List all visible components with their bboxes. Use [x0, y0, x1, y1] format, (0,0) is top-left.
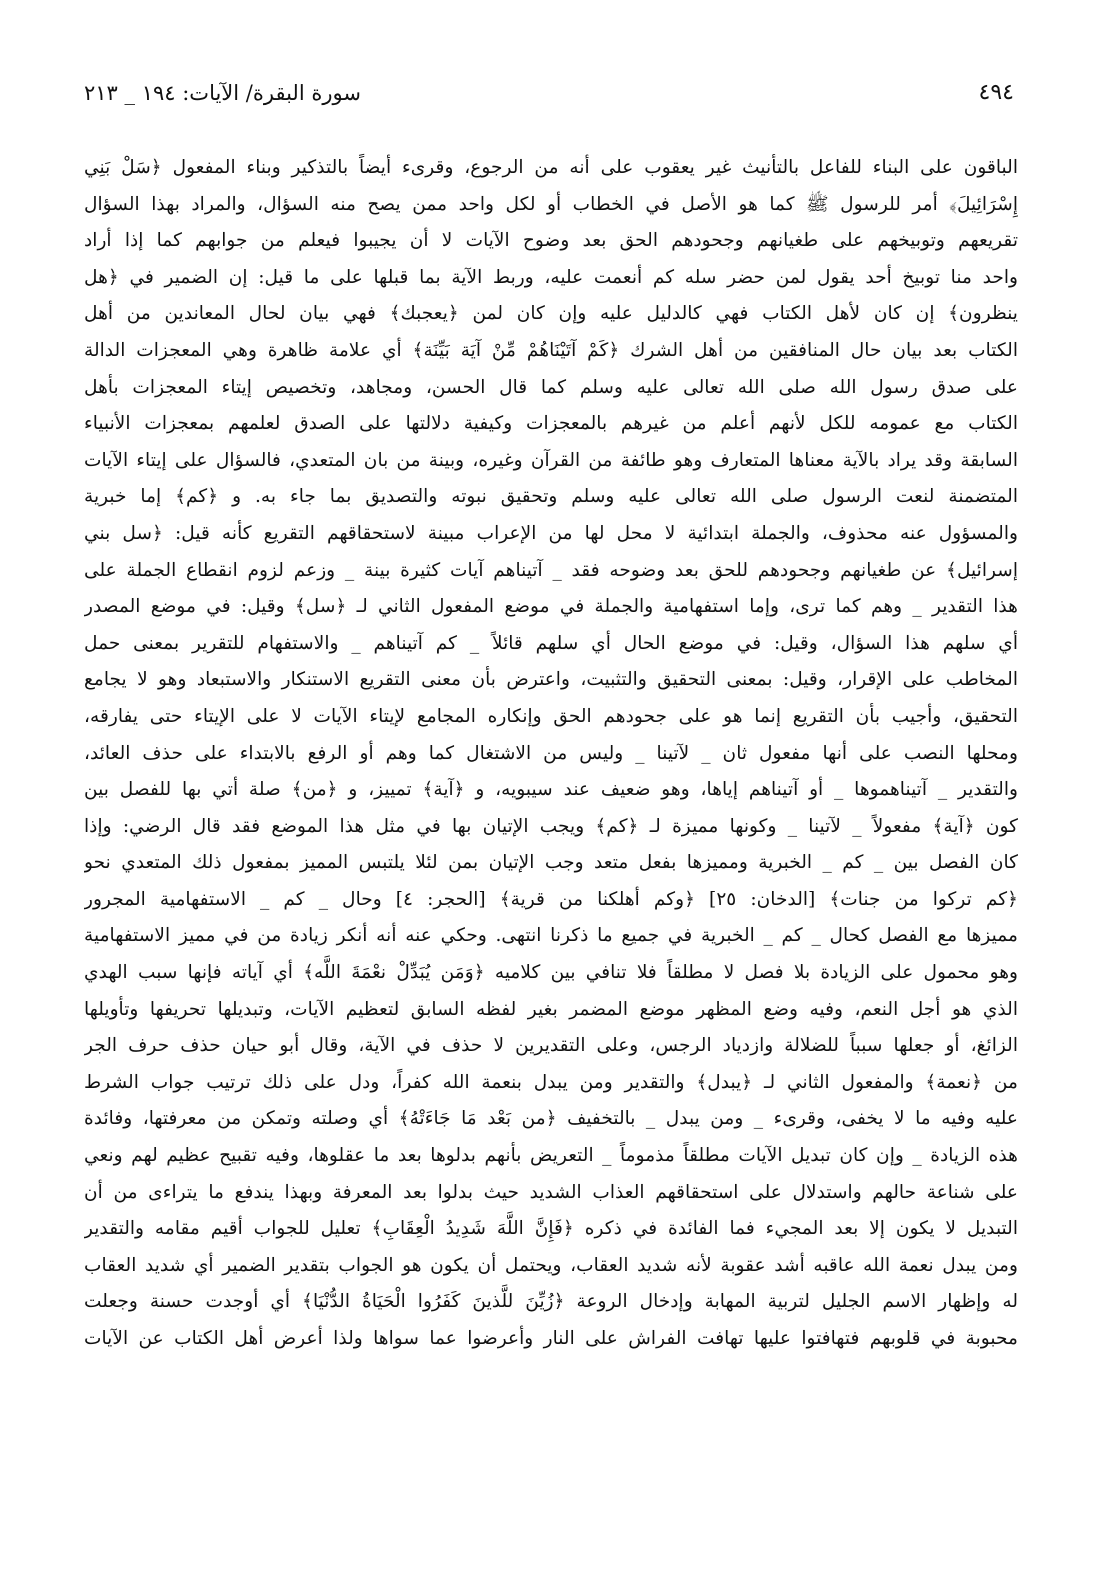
text-line: التبديل لا يكون إلا بعد المجيء فما الفائدة في ذكره ﴿فَإِنَّ اللَّهَ شَدِيدُ الْعِقَابِ﴾ تعليل للجواب أقيم مقامه والتقدير: [84, 1218, 1018, 1240]
running-header: [84, 78, 1014, 108]
text-line: الباقون على البناء للفاعل بالتأنيث غير يعقوب على أنه من الرجوع، وقرىء أيضاً بالتذكير وبناء المفعول ﴿سَلْ بَنِي: [84, 157, 1018, 178]
text-line: مميزها مع الفصل كحال _ كم _ الخبرية في جميع ما ذكرنا انتهى. وحكي عنه أنه أنكر زيادة من في مميز الاستفهامية: [84, 925, 1018, 947]
text-line: ومحلها النصب على أنها مفعول ثان _ لآتينا _ وليس من الاشتغال كما وهم أو الرفع بالابتداء على حذف العائد،: [84, 742, 1018, 764]
text-line: على شناعة حالهم واستدلال على استحقاقهم العذاب الشديد حيث بدلوا بعد المعرفة وبهذا يندفع ما يتراءى من أن: [84, 1181, 1018, 1203]
text-line: على صدق رسول الله صلى الله تعالى عليه وسلم كما قال الحسن، ومجاهد، وتخصيص إيتاء المعجزات بأهل: [84, 376, 1018, 398]
page-number: ٤٩٤: [978, 80, 1014, 105]
text-line: تقريعهم وتوبيخهم على طغيانهم وجحودهم الحق بعد وضوح الآيات لا أن يجيبوا فيعلم من جوابهم كما إذا أراد: [84, 230, 1018, 252]
text-line: كان الفصل بين _ كم _ الخبرية ومميزها بفعل متعد وجب الإتيان بمن لئلا يلتبس المميز بمفعول ذلك المتعدي نحو: [84, 852, 1018, 874]
text-line: هذه الزيادة _ وإن كان تبديل الآيات مطلقاً مذموماً _ التعريض بأنهم بدلوها بعد ما عقلوها، وفيه تقبيح عظيم لهم ونعي: [84, 1145, 1018, 1167]
text-line: أي سلهم هذا السؤال، وقيل: في موضع الحال أي سلهم قائلاً _ كم آتيناهم _ والاستفهام للتقرير بمعنى حمل: [84, 632, 1018, 654]
text-line: من ﴿نعمة﴾ والمفعول الثاني لـ ﴿يبدل﴾ والتقدير ومن يبدل بنعمة الله كفراً، ودل على ذلك ترتيب جواب الشرط: [84, 1071, 1018, 1093]
text-line: وهو محمول على الزيادة بلا فصل لا مطلقاً فلا تنافي بين كلاميه ﴿وَمَن يُبَدِّلْ نعْمَةَ اللَّه﴾ أي آياته فإنها سبب الهدي: [84, 962, 1018, 984]
text-line: المتضمنة لنعت الرسول صلى الله تعالى عليه وسلم وتحقيق نبوته والتصديق بما جاء به. و ﴿كم﴾ إما خبرية: [84, 486, 1018, 508]
text-line: له وإظهار الاسم الجليل لتربية المهابة وإدخال الروعة ﴿زُيِّنَ للَّذينَ كَفَرُوا الْحَيَاةُ الدُّنْيَا﴾ أي أوجدت حسنة وجعلت: [84, 1291, 1018, 1313]
text-line: ومن يبدل نعمة الله عاقبه أشد عقوبة لأنه شديد العقاب، ويحتمل أن يكون هو الجواب بتقدير الضمير أي شديد العقاب: [84, 1254, 1018, 1276]
text-line: هذا التقدير _ وهم كما ترى، وإما استفهامية والجملة في موضع المفعول الثاني لـ ﴿سل﴾ وقيل: في موضع المصدر: [84, 596, 1018, 618]
text-line: والمسؤول عنه محذوف، والجملة ابتدائية لا محل لها من الإعراب مبينة لاستحقاقهم التقريع كأنه قيل: ﴿سل بني: [84, 522, 1018, 544]
text-line: عليه وفيه ما لا يخفى، وقرىء _ ومن يبدل _ بالتخفيف ﴿من بَعْد مَا جَاءَتْهُ﴾ أي وصلته وتمكن من معرفتها، وفائدة: [84, 1108, 1018, 1130]
commentary-text: [84, 150, 1018, 1358]
text-line: المخاطب على الإقرار، وقيل: بمعنى التحقيق والتثبيت، واعترض بأن معنى التقريع الاستنكار والاستبعاد وهو لا يجامع: [84, 669, 1018, 691]
text-line: الذي هو أجل النعم، وفيه وضع المظهر موضع المضمر بغير لفظه السابق لتعظيم الآيات، وتبديلها تحريفها وتأويلها: [84, 998, 1018, 1020]
text-line: كون ﴿آية﴾ مفعولاً _ لآتينا _ وكونها مميزة لـ ﴿كم﴾ ويجب الإتيان بها في مثل هذا الموضع فقد قال الرضي: وإذا: [84, 815, 1018, 837]
text-line: السابقة وقد يراد بالآية معناها المتعارف وهو طائفة من القرآن وغيره، وبينة من بان المتعدي، فالسؤال على إيتاء الآيات: [84, 449, 1018, 471]
text-line: التحقيق، وأجيب بأن التقريع إنما هو على جحودهم الحق وإنكاره المجامع لإيتاء الآيات لا على الإيتاء حتى يفارقه،: [84, 705, 1018, 727]
running-title: سورة البقرة/ الآيات: ١٩٤ _ ٢١٣: [84, 81, 361, 105]
text-line: ﴿كم تركوا من جنات﴾ [الدخان: ٢٥] ﴿وكم أهلكنا من قرية﴾ [الحجر: ٤] وحال _ كم _ الاستفهامية المجرور: [84, 888, 1018, 910]
text-line: إسرائيل﴾ عن طغيانهم وجحودهم للحق بعد وضوحه فقد _ آتيناهم آيات كثيرة بينة _ وزعم لزوم انقطاع الجملة على: [84, 559, 1018, 581]
text-line: الكتاب بعد بيان حال المنافقين من أهل الشرك ﴿كَمْ آتَيْنَاهُمْ مِّنْ آيَة بَيِّنَة﴾ أي علامة ظاهرة وهي المعجزات الدالة: [84, 339, 1018, 361]
text-line: محبوبة في قلوبهم فتهافتوا عليها تهافت الفراش على النار وأعرضوا عما سواها ولذا أعرض أهل الكتاب عن الآيات: [84, 1328, 1018, 1349]
text-line: ينظرون﴾ إن كان لأهل الكتاب فهي كالدليل عليه وإن كان لمن ﴿يعجبك﴾ فهي بيان لحال المعاندين من أهل: [84, 303, 1018, 325]
text-line: والتقدير _ آتيناهموها _ أو آتيناهم إياها، وهو ضعيف عند سيبويه، و ﴿آية﴾ تمييز، و ﴿من﴾ صلة أتي بها للفصل بين: [84, 779, 1018, 801]
text-line: واحد منا توبيخ أحد يقول لمن حضر سله كم أنعمت عليه، وربط الآية بما قبلها على ما قيل: إن الضمير في ﴿هل: [84, 266, 1018, 288]
text-line: الكتاب مع عمومه للكل لأنهم أعلم من غيرهم بالمعجزات وكيفية دلالتها على الصدق لعلمهم بمعجزات الأنبياء: [84, 413, 1018, 435]
text-line: الزائغ، أو جعلها سبباً للضلالة وازدياد الرجس، وعلى التقديرين لا حذف في الآية، وقال أبو حيان حذف حرف الجر: [84, 1035, 1018, 1057]
text-line: إِسْرَائِيلَ﴾ أمر للرسول ﷺ كما هو الأصل في الخطاب أو لكل واحد ممن يصح منه السؤال، والمراد بهذا السؤال: [84, 193, 1018, 215]
